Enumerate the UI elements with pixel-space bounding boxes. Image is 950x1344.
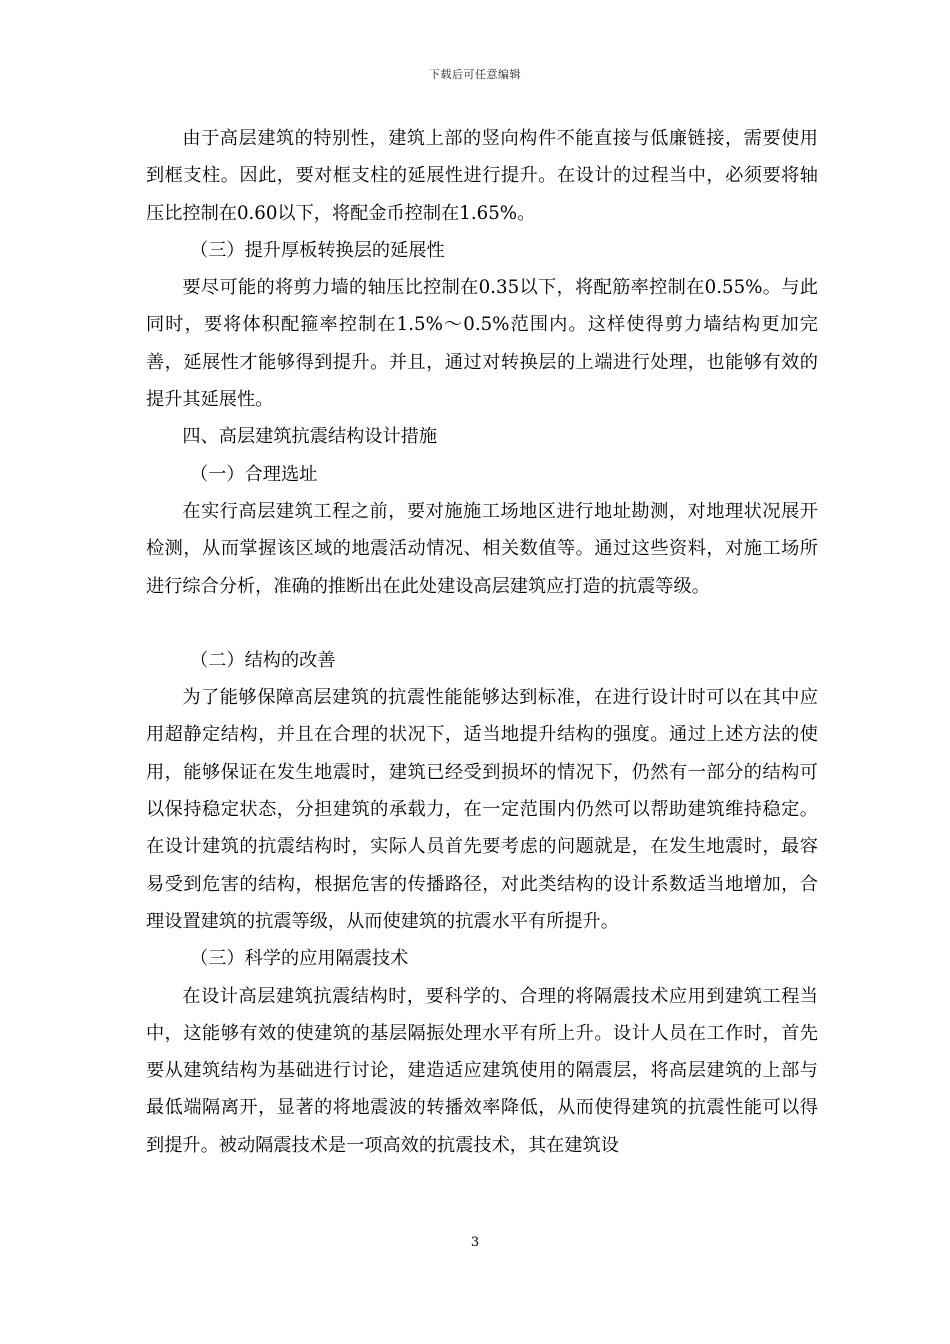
paragraph-isolation-technology: 在设计高层建筑抗震结构时，要科学的、合理的将隔震技术应用到建筑工程当中，这能够有效的使建筑的基层隔振处理水平有所上升。设计人员在工作时，首先要从建筑结构为基础进行讨论，建造适应建筑使用的隔震层，将高层建筑的上部与最低端隔离开，显著的将地震波的转播效率降低，从而使得建筑的抗震性能可以得到提升。被动隔震技术是一项高效的抗震技术，其在建筑设 <box>146 985 818 1156</box>
paragraph-shear-wall: 要尽可能的将剪力墙的轴压比控制在0.35以下，将配筋率控制在0.55%。与此同时，要将体积配箍率控制在1.5%～0.5%范围内。这样使得剪力墙结构更加完善，延展性才能够得到提升。并且，通过对转换层的上端进行处理，也能够有效的提升其延展性。 <box>146 277 818 411</box>
document-body <box>146 120 818 1164</box>
paragraph-frame-column: 由于高层建筑的特别性，建筑上部的竖向构件不能直接与低廉链接，需要使用到框支柱。因此，要对框支柱的延展性进行提升。在设计的过程当中，必须要将轴压比控制在0.60以下，将配金币控制在1.65%。 <box>146 128 818 224</box>
subheading-structure-improvement: （二）结构的改善 <box>190 649 336 671</box>
paragraph-site-selection: 在实行高层建筑工程之前，要对施施工场地区进行地址勘测，对地理状况展开检测，从而掌握该区域的地震活动情况、相关数值等。通过这些资料，对施工场所进行综合分析，准确的推断出在此处建设高层建筑应打造的抗震等级。 <box>146 500 818 597</box>
subheading-site-selection: （一）合理选址 <box>190 463 318 485</box>
page-number: 3 <box>470 1235 480 1250</box>
blank-line <box>146 605 818 642</box>
subheading-thick-slab-transfer: （三）提升厚板转换层的延展性 <box>190 239 445 261</box>
subheading-isolation-technology: （三）科学的应用隔震技术 <box>190 948 409 970</box>
page-header: 下载后可任意编辑 <box>429 68 521 81</box>
section-heading-seismic-measures: 四、高层建筑抗震结构设计措施 <box>182 426 438 448</box>
paragraph-structure-improvement: 为了能够保障高层建筑的抗震性能能够达到标准，在进行设计时可以在其中应用超静定结构，并且在合理的状况下，适当地提升结构的强度。通过上述方法的使用，能够保证在发生地震时，建筑已经受到损坏的情况下，仍然有一部分的结构可以保持稳定状态，分担建筑的承载力，在一定范围内仍然可以帮助建筑维持稳定。在设计建筑的抗震结构时，实际人员首先要考虑的问题就是，在发生地震时，最容易受到危害的结构，根据危害的传播路径，对此类结构的设计系数适当地增加，合理设置建筑的抗震等级，从而使建筑的抗震水平有所提升。 <box>146 687 818 932</box>
